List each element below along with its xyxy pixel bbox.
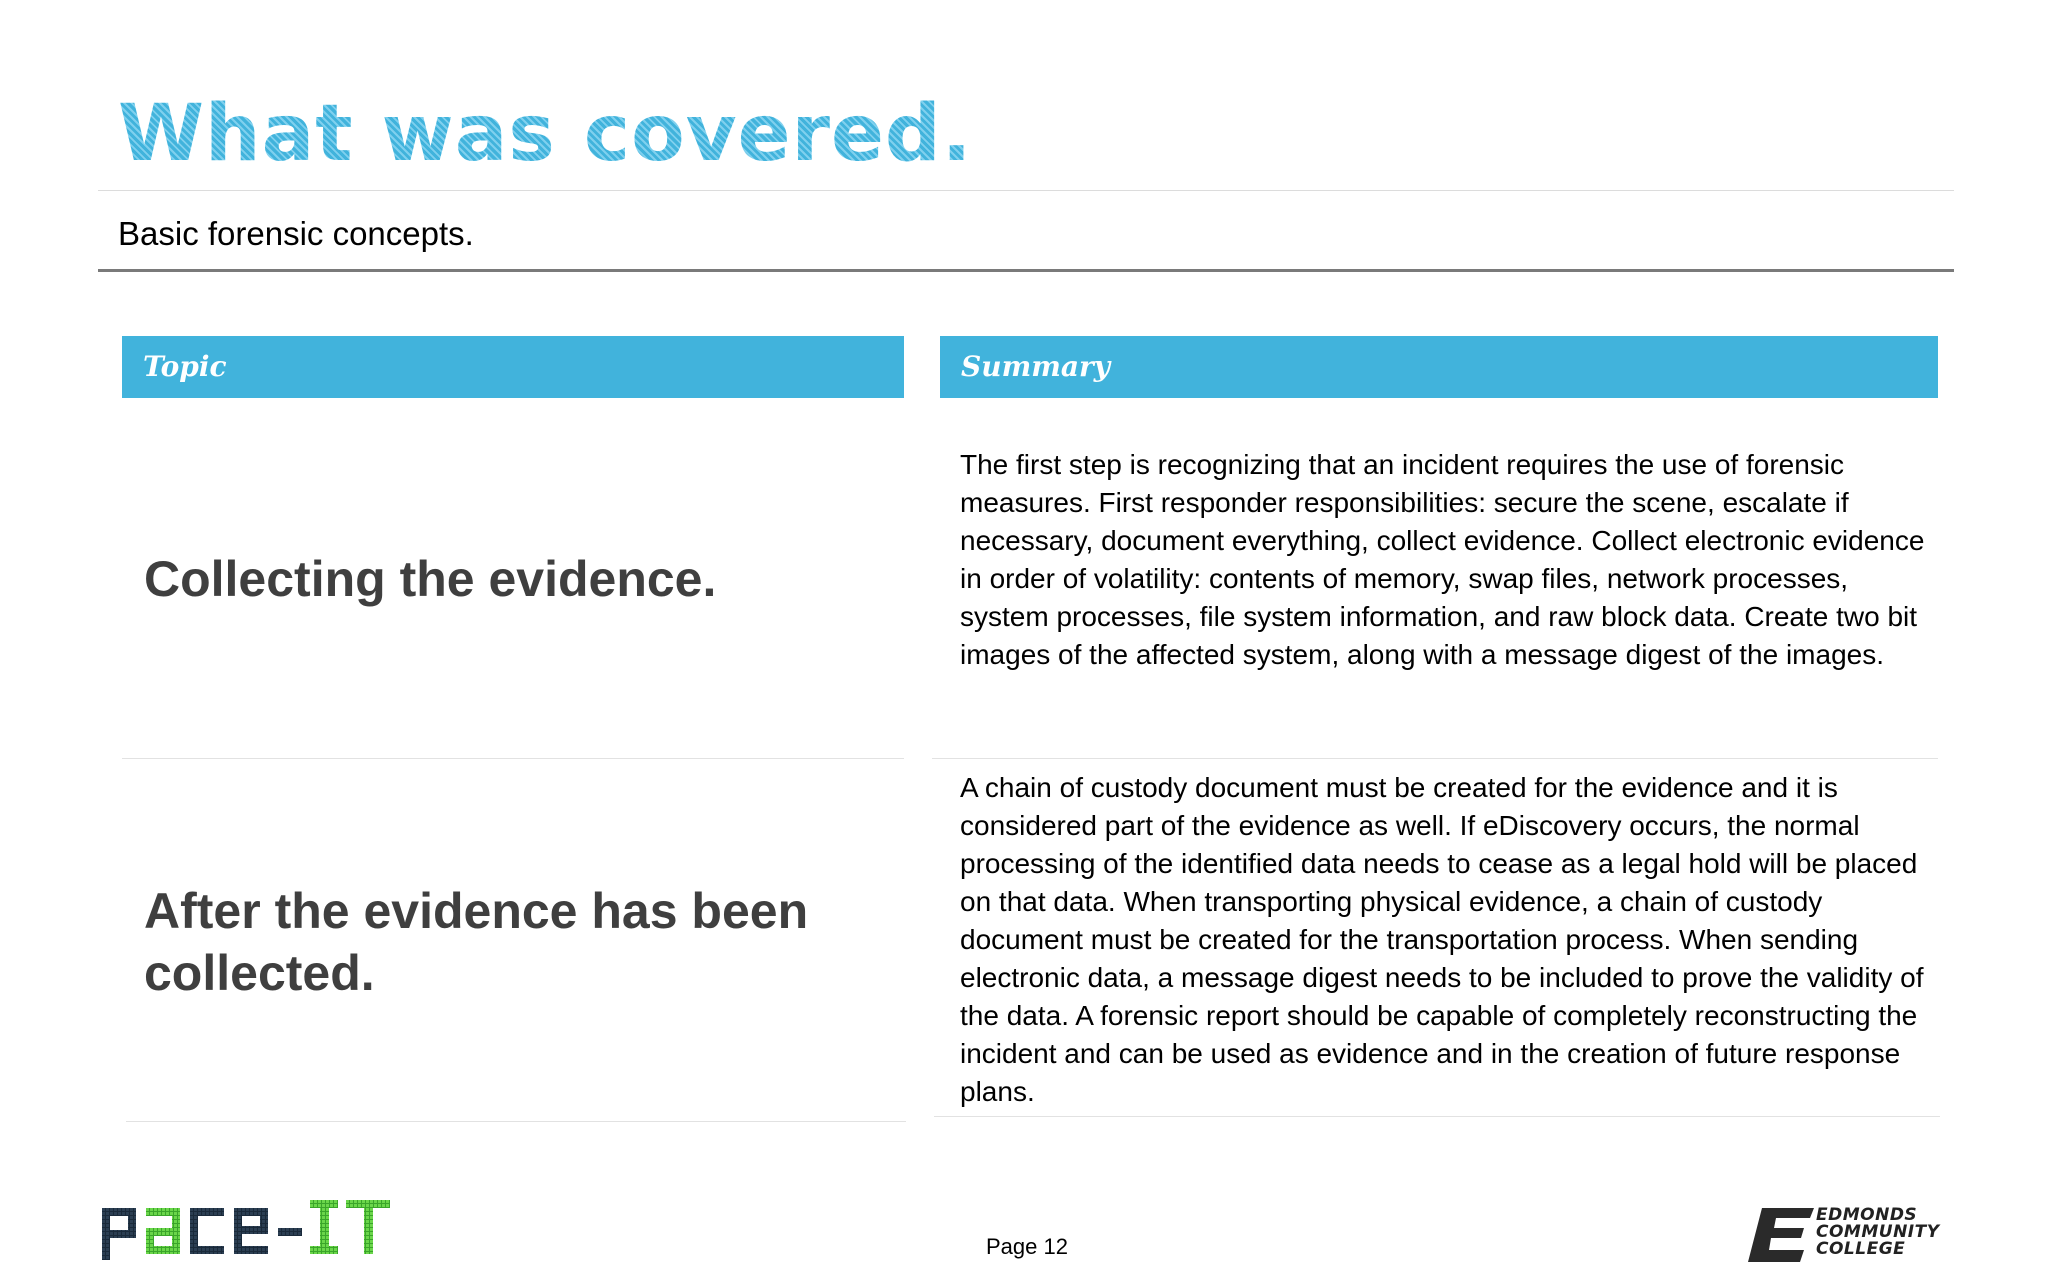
row-divider [932,758,1938,759]
table-row-summary: A chain of custody document must be created for the evidence and it is considered part of the evidence as well. If eDiscovery occurs, the normal processing of the identified data needs to cease as a legal hold will be placed on that data. When transporting physical evidence, a chain of custody document must be created for the transportation process. When sending electronic data, a message digest needs to be included to prove the validity of the data. A forensic report should be capable of completely reconstructing the incident and can be used as evidence and in the creation of future response plans. [960,772,1924,1107]
slide-title: What was covered. [118,89,973,179]
subtitle-divider [98,269,1954,272]
row-divider [122,758,904,759]
slide-subtitle: Basic forensic concepts. [118,215,474,252]
page-number: Page 12 [986,1234,1068,1259]
table-header-topic: Topic [122,336,904,398]
row-divider [934,1116,1940,1117]
pace-it-logo [102,1200,392,1262]
row-divider [126,1121,906,1122]
title-divider [98,190,1954,191]
edmonds-college-wordmark: EDMONDS COMMUNITY COLLEGE [1816,1205,1940,1259]
table-row-topic: After the evidence has been collected. [144,883,809,1001]
table-row-topic: Collecting the evidence. [144,551,717,607]
table-header-summary: Summary [940,336,1938,398]
table-row-summary: The first step is recognizing that an incident requires the use of forensic measures. First responder responsibilities: secure the scene, escalate if necessary, document everything, collect evidence. Collect electronic evidence in order of volatility: contents of memory, swap files, network processes, system processes, file system information, and raw block data. Create two bit images of the affected system, along with a message digest of the images. [960,449,1925,670]
